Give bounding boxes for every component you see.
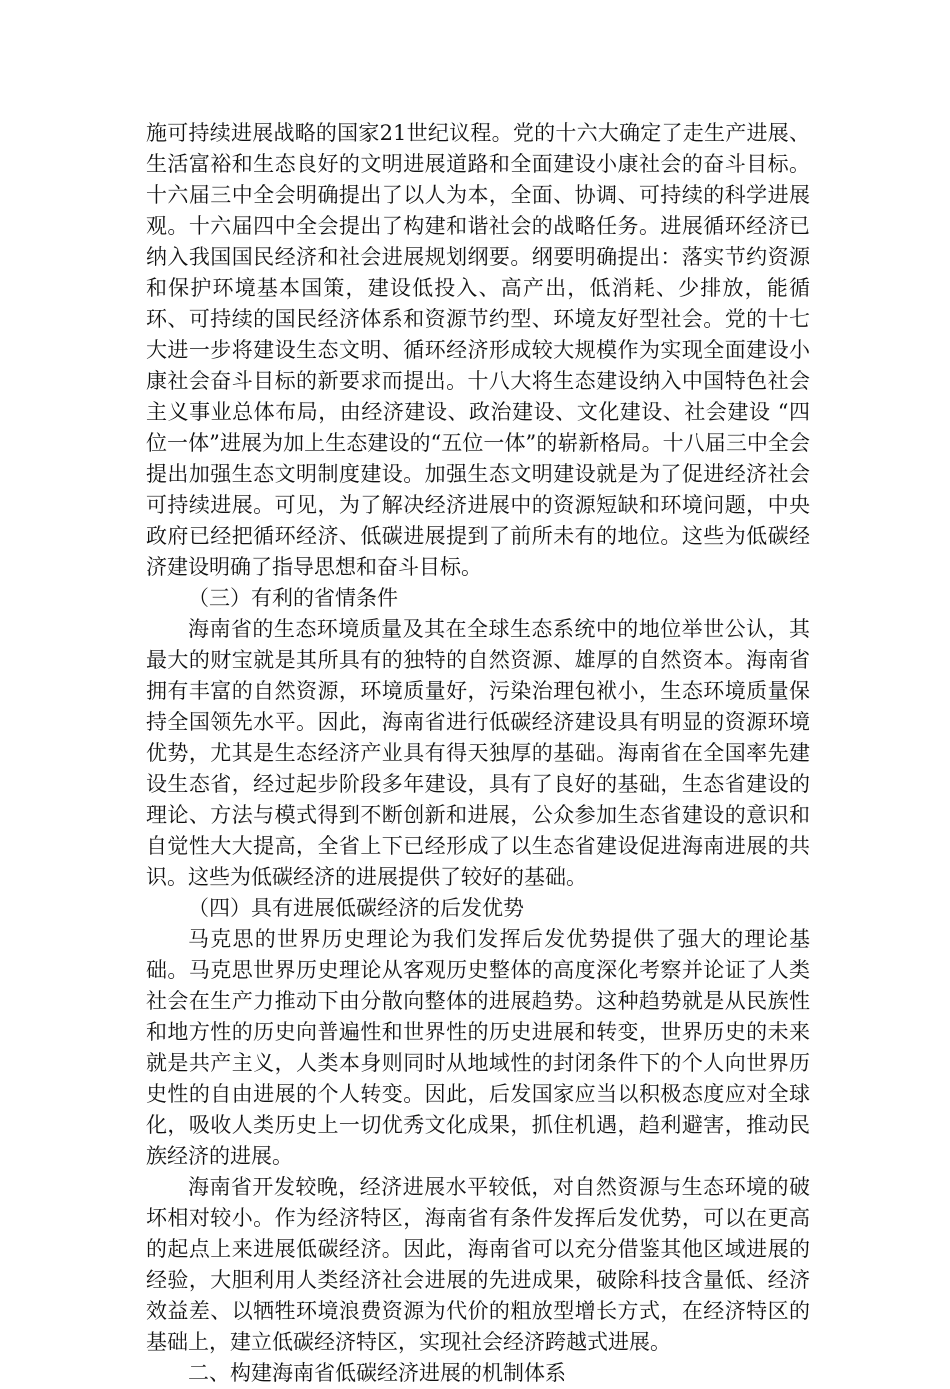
body-paragraph: 海南省的生态环境质量及其在全球生态系统中的地位举世公认，其最大的财宝就是其所具有的独特的自然资源、雄厚的自然资本。海南省拥有丰富的自然资源，环境质量好，污染治理包袱小，生态环境质量保持全国领先水平。因此，海南省进行低碳经济建设具有明显的资源环境优势，尤其是生态经济产业具有得天独厚的基础。海南省在全国率先建设生态省，经过起步阶段多年建设，具有了良好的基础，生态省建设的理论、方法与模式得到不断创新和进展，公众参加生态省建设的意识和自觉性大大提高，全省上下已经形成了以生态省建设促进海南进展的共识。这些为低碳经济的进展提供了较好的基础。 [146, 617, 810, 889]
body-paragraph: 施可持续进展战略的国家21世纪议程。党的十六大确定了走生产进展、生活富裕和生态良好的文明进展道路和全面建设小康社会的奋斗目标。十六届三中全会明确提出了以人为本，全面、协调、可持续的科学进展观。十六届四中全会提出了构建和谐社会的战略任务。进展循环经济已纳入我国国民经济和社会进展规划纲要。纲要明确提出：落实节约资源和保护环境基本国策，建设低投入、高产出，低消耗、少排放，能循环、可持续的国民经济体系和资源节约型、环境友好型社会。党的十七大进一步将建设生态文明、循环经济形成较大规模作为实现全面建设小康社会奋斗目标的新要求而提出。十八大将生态建设纳入中国特色社会主义事业总体布局，由经济建设、政治建设、文化建设、社会建设 “四位一体”进展为加上生态建设的“五位一体”的崭新格局。十八届三中全会提出加强生态文明制度建设。加强生态文明建设就是为了促进经济社会可持续进展。可见，为了解决经济进展中的资源短缺和环境问题，中央政府已经把循环经济、低碳进展提到了前所未有的地位。这些为低碳经济建设明确了指导思想和奋斗目标。 [146, 121, 810, 579]
section-heading: （四）具有进展低碳经济的后发优势 [188, 896, 524, 920]
document-page [146, 118, 810, 1389]
chapter-heading: 二、构建海南省低碳经济进展的机制体系 [188, 1361, 566, 1385]
body-paragraph: 马克思的世界历史理论为我们发挥后发优势提供了强大的理论基础。马克思世界历史理论从客观历史整体的高度深化考察并论证了人类社会在生产力推动下由分散向整体的进展趋势。这种趋势就是从民族性和地方性的历史向普遍性和世界性的历史进展和转变，世界历史的未来就是共产主义，人类本身则同时从地域性的封闭条件下的个人向世界历史性的自由进展的个人转变。因此，后发国家应当以积极态度应对全球化，吸收人类历史上一切优秀文化成果，抓住机遇，趋利避害，推动民族经济的进展。 [146, 927, 810, 1168]
section-heading: （三）有利的省情条件 [188, 586, 398, 610]
body-paragraph: 海南省开发较晚，经济进展水平较低，对自然资源与生态环境的破坏相对较小。作为经济特区，海南省有条件发挥后发优势，可以在更高的起点上来进展低碳经济。因此，海南省可以充分借鉴其他区域进展的经验，大胆利用人类经济社会进展的先进成果，破除科技含量低、经济效益差、以牺牲环境浪费资源为代价的粗放型增长方式，在经济特区的基础上，建立低碳经济特区，实现社会经济跨越式进展。 [146, 1175, 810, 1354]
